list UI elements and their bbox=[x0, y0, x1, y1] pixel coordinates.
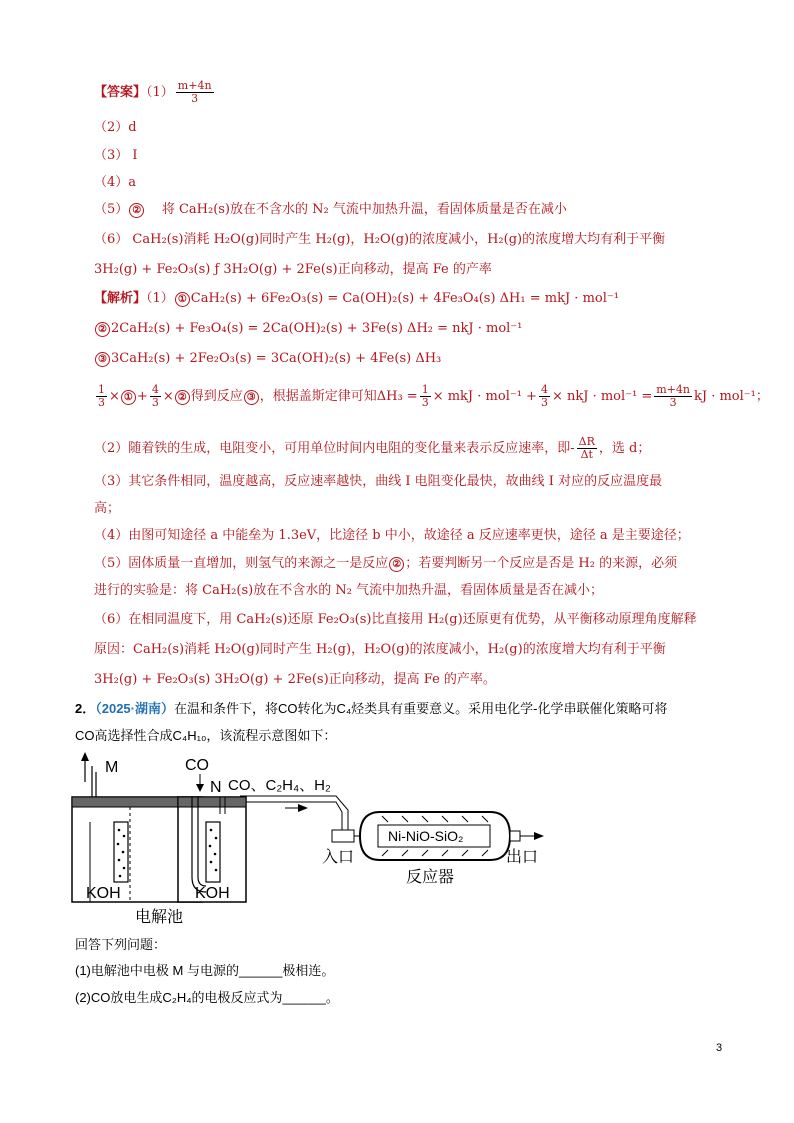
label-inlet: 入口 bbox=[322, 849, 355, 866]
analysis-line-8: （4）由图可知途径 a 中能垒为 1.3eV，比途径 b 中小，故途径 a 反应速率更快，途径 a 是主要途径； bbox=[94, 528, 690, 543]
answer-q4: （4）a bbox=[94, 175, 137, 190]
sub-question-1: (1)电解池中电极 M 与电源的______极相连。 bbox=[75, 963, 335, 978]
answer-tag: 【答案】 bbox=[94, 85, 147, 100]
analysis-tag: 【解析】 bbox=[94, 291, 147, 306]
answer-q5: （5） ② 将 CaH₂(s)放在不含水的 N₂ 气流中加热升温，看固体质量是否在减小 bbox=[94, 202, 567, 217]
fraction: $\frac{1}{3}$ bbox=[98, 383, 105, 409]
label-gases: CO、C₂H₄、H₂ bbox=[228, 777, 331, 794]
question-2-line-2: CO高选择性合成C₄H₁₀，该流程示意图如下： bbox=[75, 728, 337, 743]
answer-q6-line1: （6） CaH₂(s)消耗 H₂O(g)同时产生 H₂(g)，H₂O(g)的浓度减小，H₂(g)的浓度增大均有利于平衡 bbox=[94, 232, 666, 247]
analysis-line-7: 高； bbox=[94, 501, 121, 516]
question-2-line-1: 2．（2025·湖南）在温和条件下，将CO转化为C₄烃类具有重要意义。采用电化学-化学串联催化策略可将 bbox=[75, 701, 668, 716]
fraction: $\frac{m+4n}{3}$ bbox=[177, 79, 212, 105]
label-reactor: 反应器 bbox=[406, 869, 455, 886]
circled-number: ② bbox=[129, 203, 144, 218]
analysis-line-1: 【解析】（1） ① CaH₂(s) + 6Fe₂O₃(s) = Ca(OH)₂(s) + 4Fe₃O₄(s) ΔH₁ = mkJ · mol⁻¹ bbox=[94, 291, 619, 306]
analysis-line-3: ③ 3CaH₂(s) + 2Fe₂O₃(s) = 3Ca(OH)₂(s) + 4Fe(s) ΔH₃ bbox=[94, 350, 441, 368]
answer-q3: （3） I bbox=[94, 148, 138, 163]
fraction: $\frac{\Delta R}{\Delta t}$ bbox=[578, 435, 595, 461]
fraction: $\frac{1}{3}$ bbox=[421, 383, 429, 409]
fraction: $\frac{4}{3}$ bbox=[151, 383, 159, 409]
sub-question-2: (2)CO放电生成C₂H₄的电极反应式为______。 bbox=[75, 990, 339, 1005]
analysis-line-9: （5）固体质量一直增加，则氢气的来源之一是反应 ② ；若要判断另一个反应是否是 H₂ 的来源，必须 bbox=[94, 556, 678, 571]
answer-q1: 【答案】（1） $\frac{m+4n}{3}$ bbox=[94, 79, 212, 105]
circled-number: ① bbox=[175, 292, 190, 307]
answer-q6-line2: 3H₂(g) + Fe₂O₃(s) ƒ 3H₂O(g) + 2Fe(s)正向移动，提高 Fe 的产率 bbox=[94, 262, 492, 277]
page-number: 3 bbox=[716, 1042, 723, 1054]
analysis-line-10: 进行的实验是：将 CaH₂(s)放在不含水的 N₂ 气流中加热升温，看固体质量是否在减小； bbox=[94, 583, 604, 598]
fraction: $\frac{4}{3}$ bbox=[540, 383, 548, 409]
question-source: （2025·湖南） bbox=[95, 701, 174, 716]
circled-number: ② bbox=[389, 557, 404, 572]
label-n: N bbox=[210, 779, 222, 796]
label-koh-left: KOH bbox=[86, 885, 121, 902]
circled-number: ② bbox=[175, 390, 190, 405]
analysis-line-13: 3H₂(g) + Fe₂O₃(s) 3H₂O(g) + 2Fe(s)正向移动，提高 Fe 的产率。 bbox=[94, 672, 496, 687]
flow-diagram bbox=[70, 752, 550, 927]
analysis-line-2: ② 2CaH₂(s) + Fe₃O₄(s) = 2Ca(OH)₂(s) + 3Fe(s) ΔH₂ = nkJ · mol⁻¹ bbox=[94, 320, 522, 338]
answer-q2: （2）d bbox=[94, 120, 137, 135]
circled-number: ② bbox=[95, 322, 110, 337]
analysis-line-11: （6）在相同温度下，用 CaH₂(s)还原 Fe₂O₃(s)比直接用 H₂(g)还原更有优势，从平衡移动原理角度解释 bbox=[94, 612, 697, 627]
analysis-line-6: （3）其它条件相同，温度越高，反应速率越快，曲线 I 电阻变化最快，故曲线 I 对应的反应温度最 bbox=[94, 474, 663, 489]
label-co: CO bbox=[185, 757, 209, 774]
label-cell: 电解池 bbox=[135, 909, 184, 926]
analysis-line-5: （2）随着铁的生成，电阻变小，可用单位时间内电阻的变化量来表示反应速率，即- $\frac{\Delta R}{\Delta t}$ ，选 d； bbox=[94, 435, 651, 461]
label-outlet: 出口 bbox=[506, 849, 539, 866]
label-m: M bbox=[105, 759, 119, 776]
circled-number: ③ bbox=[95, 352, 110, 367]
question-prompt: 回答下列问题： bbox=[75, 937, 167, 952]
analysis-line-4: $\frac{1}{3}$ × ① + $\frac{4}{3}$ × ② 得到反应 ③ ，根据盖斯定律可知ΔH₃ = $\frac{1}{3}$ × mkJ · mol⁻¹ + $\frac{4}{3}$ × nkJ · mol⁻¹ = $\frac{m+4n}{3}$ kJ · mol⁻¹； bbox=[98, 383, 769, 409]
circled-number: ③ bbox=[244, 390, 259, 405]
label-koh-right: KOH bbox=[195, 885, 230, 902]
fraction: $\frac{m+4n}{3}$ bbox=[656, 383, 690, 409]
circled-number: ① bbox=[121, 390, 136, 405]
label-catalyst: Ni-NiO-SiO₂ bbox=[388, 828, 464, 844]
analysis-line-12: 原因：CaH₂(s)消耗 H₂O(g)同时产生 H₂(g)，H₂O(g)的浓度减小，H₂(g)的浓度增大均有利于平衡 bbox=[94, 642, 666, 657]
